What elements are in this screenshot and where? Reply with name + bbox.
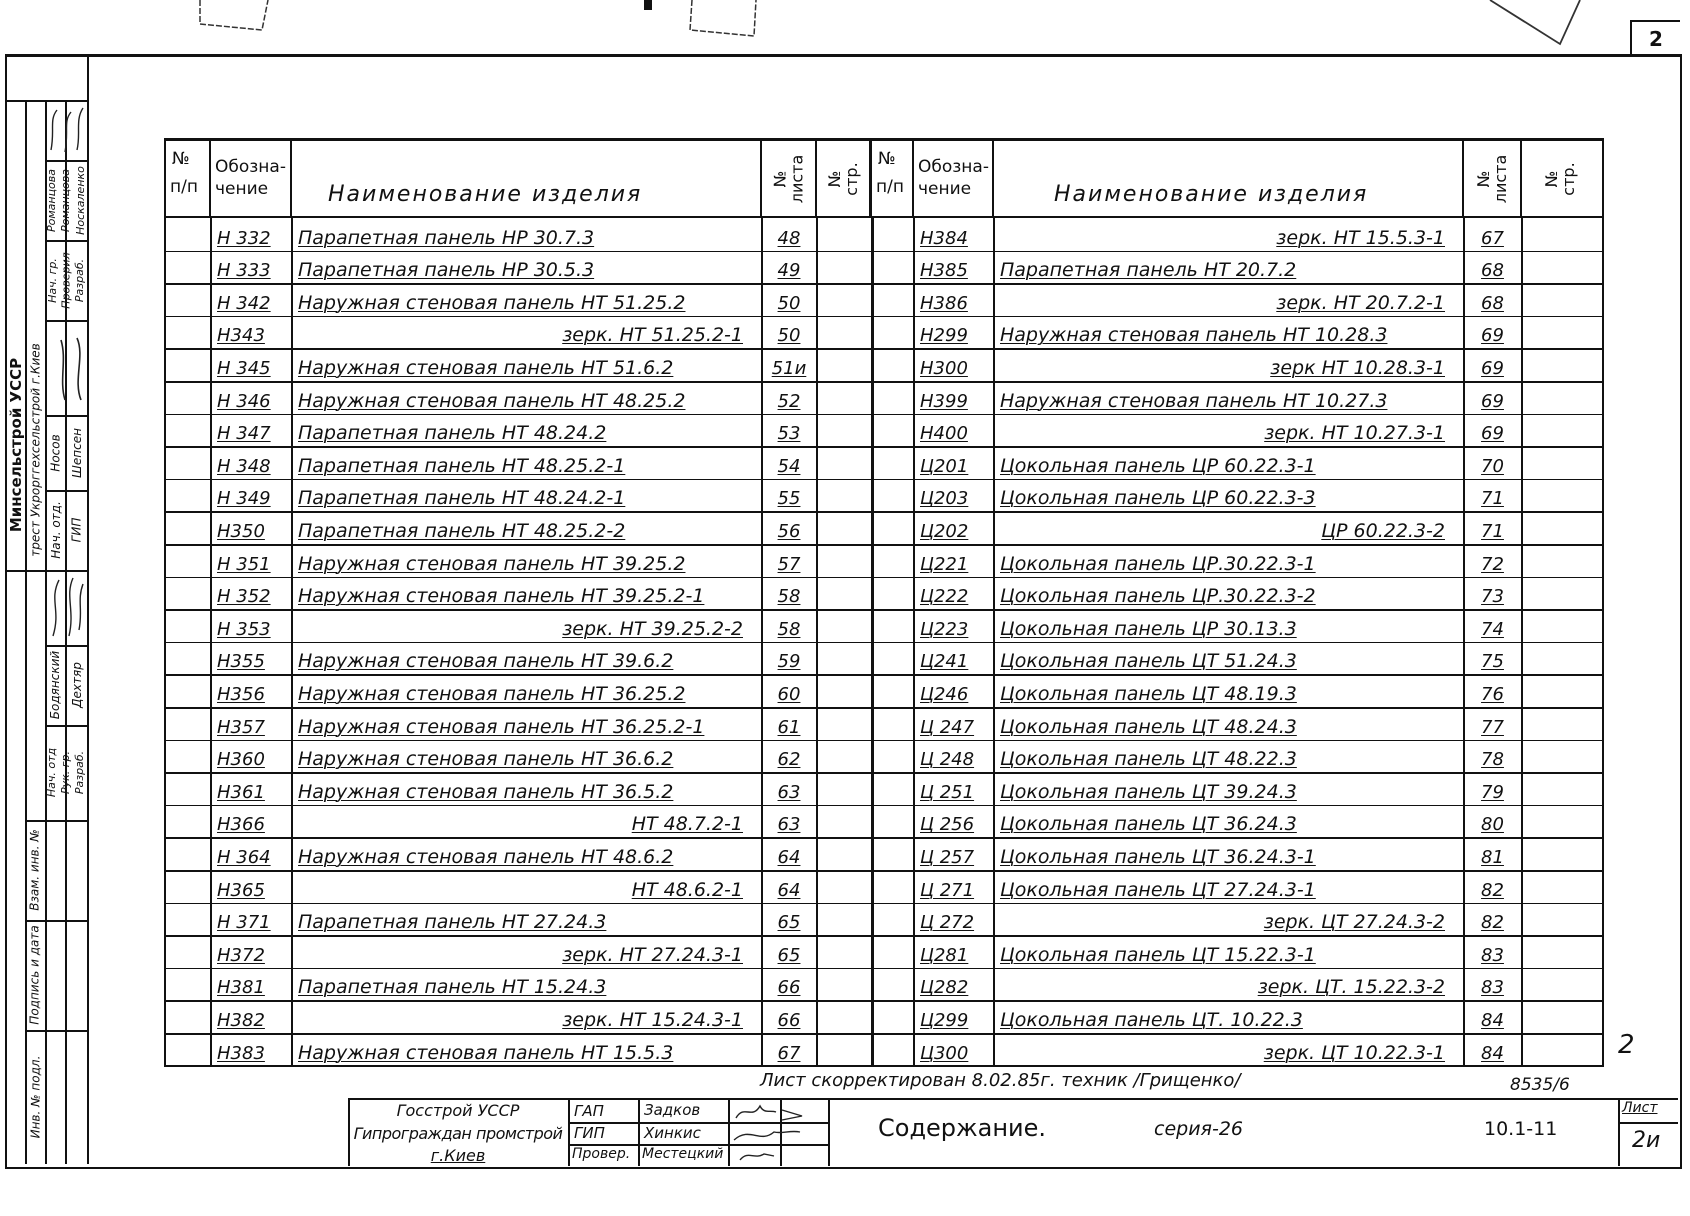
row-name: Парапетная панель НТ 48.25.2-2 [298, 519, 626, 542]
table-row [166, 642, 872, 675]
row-sheet-number: 70 [1481, 455, 1504, 477]
table-row [166, 903, 872, 936]
row-name: Цокольная панель ЦР.30.22.3-2 [1000, 585, 1316, 608]
table-row [166, 805, 872, 838]
row-name: Цокольная панель ЦТ 36.24.3 [1000, 813, 1297, 836]
row-name: Наружная стеновая панель НТ 15.5.3 [298, 1041, 674, 1064]
table-row [872, 903, 1602, 936]
table-row [166, 544, 872, 577]
row-name: Парапетная панель НТ 48.25.2-1 [298, 454, 626, 477]
stamp-field-label: Взам. инв. № [28, 829, 43, 911]
stamp-role: Разраб. [73, 750, 87, 795]
paper-tab-mark [640, 0, 760, 38]
table-row [872, 414, 1602, 447]
table-row [166, 251, 872, 284]
header-num: № п/п [166, 141, 211, 216]
row-code: Н 348 [217, 455, 271, 477]
header-code: Обозна- чение [211, 141, 292, 216]
stamp-role: Рук. гр. [59, 750, 73, 795]
title-block [348, 1098, 1678, 1166]
row-code: Ц246 [920, 683, 969, 705]
table-row [166, 740, 872, 773]
row-sheet-number: 78 [1481, 749, 1504, 771]
table-row [166, 674, 872, 707]
row-code: Н385 [920, 260, 968, 282]
table-row [166, 479, 872, 512]
correction-note: Лист скорректирован 8.02.85г. техник /Грищенко/ [760, 1070, 1241, 1091]
row-sheet-number: 49 [777, 260, 801, 282]
row-sheet-number: 71 [1481, 520, 1504, 542]
row-code: Ц201 [920, 455, 969, 477]
signature-mark [45, 100, 87, 160]
contents-table [164, 138, 1604, 1067]
row-code: Н299 [920, 325, 968, 347]
row-code: Н365 [217, 879, 265, 901]
row-name: Цокольная панель ЦТ 15.22.3-1 [1000, 943, 1316, 966]
org-line-2: Гипрограждан промстрой [353, 1123, 563, 1143]
table-row [166, 283, 872, 316]
table-row [872, 348, 1602, 381]
table-row [166, 870, 872, 903]
row-sheet-number: 72 [1481, 553, 1504, 575]
row-name: НТ 48.7.2-1 [631, 813, 743, 836]
row-code: Ц222 [920, 586, 969, 608]
table-row [872, 674, 1602, 707]
row-code: Н 351 [217, 553, 271, 575]
table-row [166, 935, 872, 968]
row-sheet-number: 79 [1481, 781, 1504, 803]
row-sheet-number: 50 [777, 292, 801, 314]
table-row [872, 446, 1602, 479]
row-name: Наружная стеновая панель НТ 51.6.2 [298, 356, 674, 379]
row-name: Парапетная панель НТ 48.24.2-1 [298, 487, 626, 510]
row-code: Н356 [217, 683, 265, 705]
document-title: Содержание. [878, 1114, 1047, 1142]
row-sheet-number: 64 [777, 879, 801, 901]
row-code: Н 347 [217, 423, 271, 445]
row-sheet-number: 53 [777, 423, 801, 445]
stamp-role: Нач. гр. [45, 257, 59, 303]
row-code: Н382 [217, 1009, 265, 1031]
row-name: Наружная стеновая панель НТ 51.25.2 [298, 291, 686, 314]
row-sheet-number: 71 [1481, 488, 1504, 510]
row-code: Н300 [920, 357, 968, 379]
row-sheet-number: 58 [777, 586, 801, 608]
table-row [872, 1033, 1602, 1066]
signature-mark [45, 320, 87, 415]
paper-tab-mark [1470, 0, 1600, 50]
row-sheet-number: 66 [777, 1009, 801, 1031]
row-sheet-number: 61 [777, 716, 801, 738]
table-row [872, 642, 1602, 675]
table-row [872, 772, 1602, 805]
row-sheet-number: 58 [777, 618, 801, 640]
stamp-role: ГИП [69, 517, 84, 543]
row-name: Цокольная панель ЦТ. 10.22.3 [1000, 1008, 1303, 1031]
table-row [166, 381, 872, 414]
table-row [872, 870, 1602, 903]
header-num: № п/п [872, 141, 914, 216]
row-sheet-number: 74 [1481, 618, 1504, 640]
sheet-value: 2и [1632, 1128, 1661, 1153]
row-sheet-number: 77 [1481, 716, 1504, 738]
row-code: Ц202 [920, 520, 969, 542]
stamp-role: Проверил [59, 251, 73, 309]
row-name: зерк. НТ 27.24.3-1 [562, 943, 743, 966]
row-name: зерк. НТ 15.24.3-1 [562, 1008, 743, 1031]
row-sheet-number: 69 [1481, 423, 1504, 445]
stamp-name: Носкаленко [73, 165, 87, 235]
row-sheet-number: 51и [771, 357, 807, 379]
stamp-role: Разраб. [73, 258, 87, 302]
row-sheet-number: 83 [1481, 944, 1504, 966]
row-code: Ц203 [920, 488, 969, 510]
stamp-trust: трест Укрорггехсельстрой г.Киев [29, 343, 43, 557]
row-code: Н357 [217, 716, 265, 738]
name-gip: Хинкис [644, 1124, 701, 1142]
name-gap: Задков [644, 1101, 701, 1119]
table-row [872, 283, 1602, 316]
row-sheet-number: 69 [1481, 390, 1504, 412]
table-row [872, 609, 1602, 642]
row-code: Н 333 [217, 260, 271, 282]
row-name: зерк. НТ 20.7.2-1 [1276, 291, 1445, 314]
stamp-name: Дехтяр [69, 662, 84, 708]
row-sheet-number: 64 [777, 846, 801, 868]
row-sheet-number: 65 [777, 912, 801, 934]
stamp-role: Нач. отд. [48, 501, 63, 559]
row-name: Наружная стеновая панель НТ 48.6.2 [298, 845, 674, 868]
row-sheet-number: 62 [777, 749, 801, 771]
table-row [166, 218, 872, 251]
row-sheet-number: 80 [1481, 814, 1504, 836]
row-sheet-number: 75 [1481, 651, 1504, 673]
row-name: Цокольная панель ЦТ 48.22.3 [1000, 748, 1297, 771]
row-name: ЦР 60.22.3-2 [1321, 519, 1445, 542]
row-name: зерк. НТ 51.25.2-1 [562, 324, 743, 347]
stamp-name: Бодянский [48, 650, 63, 720]
row-code: Н 332 [217, 227, 271, 249]
row-name: Цокольная панель ЦТ 48.19.3 [1000, 682, 1297, 705]
row-name: Цокольная панель ЦР 60.22.3-3 [1000, 487, 1316, 510]
row-code: Ц 248 [920, 749, 975, 771]
row-code: Ц 271 [920, 879, 975, 901]
table-row [872, 316, 1602, 349]
role-gap: ГАП [574, 1102, 604, 1120]
table-row [872, 805, 1602, 838]
table-row [166, 1000, 872, 1033]
row-code: Ц241 [920, 651, 969, 673]
row-name: Наружная стеновая панель НТ 39.6.2 [298, 650, 674, 673]
row-name: Цокольная панель ЦТ 36.24.3-1 [1000, 845, 1316, 868]
row-sheet-number: 69 [1481, 325, 1504, 347]
row-code: Н 346 [217, 390, 271, 412]
table-row [872, 218, 1602, 251]
row-sheet-number: 68 [1481, 292, 1504, 314]
row-code: Н384 [920, 227, 968, 249]
row-code: Н 353 [217, 618, 271, 640]
role-checker: Провер. [572, 1146, 631, 1162]
row-name: зерк. НТ 15.5.3-1 [1276, 226, 1445, 249]
stamp-name: Романцова [59, 168, 73, 232]
org-line-3: г.Киев [430, 1146, 486, 1165]
table-row [166, 348, 872, 381]
row-code: Н 371 [217, 912, 271, 934]
row-code: Н381 [217, 977, 265, 999]
table-row [166, 1033, 872, 1066]
row-sheet-number: 55 [777, 488, 801, 510]
header-sheet: № листа [762, 141, 817, 216]
table-row [872, 544, 1602, 577]
row-code: Н350 [217, 520, 265, 542]
row-sheet-number: 63 [777, 781, 801, 803]
row-code: Ц 256 [920, 814, 975, 836]
row-name: Парапетная панель НР 30.7.3 [298, 226, 595, 249]
row-code: Ц 257 [920, 846, 975, 868]
row-code: Н 345 [217, 357, 271, 379]
row-sheet-number: 52 [777, 390, 801, 412]
table-row [872, 479, 1602, 512]
row-name: Наружная стеновая панель НТ 36.25.2-1 [298, 715, 705, 738]
table-row [166, 609, 872, 642]
table-row [166, 772, 872, 805]
row-code: Н355 [217, 651, 265, 673]
row-code: Н383 [217, 1042, 265, 1064]
document-code: 10.1-11 [1484, 1118, 1558, 1140]
row-name: Наружная стеновая панель НТ 10.27.3 [1000, 389, 1388, 412]
row-name: зерк. НТ 10.27.3-1 [1264, 422, 1445, 445]
row-sheet-number: 68 [1481, 260, 1504, 282]
row-name: Наружная стеновая панель НТ 36.5.2 [298, 780, 674, 803]
row-name: НТ 48.6.2-1 [631, 878, 743, 901]
row-code: Ц299 [920, 1009, 969, 1031]
signature-mark [45, 570, 87, 645]
table-row [872, 837, 1602, 870]
side-mark: 2 [1618, 1030, 1635, 1060]
role-gip: ГИП [574, 1124, 605, 1142]
row-code: Н 349 [217, 488, 271, 510]
row-sheet-number: 73 [1481, 586, 1504, 608]
left-approval-stamp [5, 100, 87, 1164]
row-code: Н 342 [217, 292, 271, 314]
row-code: Н372 [217, 944, 265, 966]
table-row [166, 577, 872, 610]
row-sheet-number: 56 [777, 520, 801, 542]
row-name: зерк. ЦТ 27.24.3-2 [1263, 911, 1445, 934]
row-sheet-number: 76 [1481, 683, 1504, 705]
row-name: Парапетная панель НТ 48.24.2 [298, 422, 607, 445]
stamp-field-label: Подпись и дата [28, 925, 42, 1025]
row-sheet-number: 67 [1481, 227, 1504, 249]
table-row [872, 935, 1602, 968]
row-name: Парапетная панель НТ 15.24.3 [298, 976, 607, 999]
row-name: Наружная стеновая панель НТ 48.25.2 [298, 389, 686, 412]
header-name: Наименование изделия [292, 141, 762, 216]
row-name: Наружная стеновая панель НТ 10.28.3 [1000, 324, 1388, 347]
row-code: Н399 [920, 390, 968, 412]
org-line-1: Госстрой УССР [396, 1101, 520, 1120]
stamp-name: Романцова [45, 168, 59, 232]
row-code: Ц300 [920, 1042, 969, 1064]
page-corner-number: 2 [1630, 20, 1680, 56]
organization-box [350, 1100, 566, 1166]
row-code: Н366 [217, 814, 265, 836]
table-row [166, 837, 872, 870]
stamp-role: Нач. отд [45, 747, 59, 798]
row-name: Наружная стеновая панель НТ 36.6.2 [298, 748, 674, 771]
row-code: Ц223 [920, 618, 969, 640]
row-code: Ц281 [920, 944, 969, 966]
row-code: Н386 [920, 292, 968, 314]
table-row [872, 577, 1602, 610]
row-name: Парапетная панель НТ 27.24.3 [298, 911, 607, 934]
row-code: Н 352 [217, 586, 271, 608]
row-sheet-number: 69 [1481, 357, 1504, 379]
row-sheet-number: 67 [777, 1042, 801, 1064]
row-name: Цокольная панель ЦТ 48.24.3 [1000, 715, 1297, 738]
stamp-org-title: Минсельстрой УССР [7, 357, 25, 533]
row-name: Наружная стеновая панель НТ 39.25.2-1 [298, 585, 705, 608]
header-sheet: № листа [1464, 141, 1522, 216]
table-row [166, 316, 872, 349]
table-row [872, 381, 1602, 414]
table-row [166, 968, 872, 1001]
table-row [872, 707, 1602, 740]
table-row [872, 1000, 1602, 1033]
row-name: Цокольная панель ЦТ 27.24.3-1 [1000, 878, 1316, 901]
header-code: Обозна- чение [914, 141, 994, 216]
row-code: Ц 247 [920, 716, 975, 738]
row-code: Ц 272 [920, 912, 975, 934]
table-row [872, 251, 1602, 284]
table-row [872, 511, 1602, 544]
sheet-label: Лист [1622, 1100, 1658, 1116]
row-name: Цокольная панель ЦР 30.13.3 [1000, 617, 1297, 640]
row-name: зерк. ЦТ. 15.22.3-2 [1257, 976, 1445, 999]
signature-mark [730, 1100, 828, 1166]
row-code: Н361 [217, 781, 265, 803]
row-name: Наружная стеновая панель НТ 36.25.2 [298, 682, 686, 705]
row-sheet-number: 82 [1481, 879, 1504, 901]
row-code: Н400 [920, 423, 968, 445]
name-checker: Местецкий [642, 1146, 724, 1162]
row-code: Ц221 [920, 553, 969, 575]
stamp-field-label: Инв. № подл. [28, 1055, 43, 1139]
row-name: зерк. ЦТ 10.22.3-1 [1263, 1041, 1445, 1064]
paper-tab-mark [180, 0, 280, 34]
row-sheet-number: 57 [777, 553, 801, 575]
row-sheet-number: 84 [1481, 1009, 1504, 1031]
row-code: Ц 251 [920, 781, 975, 803]
row-name: Цокольная панель ЦР 60.22.3-1 [1000, 454, 1316, 477]
row-sheet-number: 83 [1481, 977, 1504, 999]
row-sheet-number: 82 [1481, 912, 1504, 934]
row-name: зерк. НТ 39.25.2-2 [562, 617, 743, 640]
row-sheet-number: 54 [777, 455, 801, 477]
row-code: Ц282 [920, 977, 969, 999]
row-sheet-number: 66 [777, 977, 801, 999]
row-sheet-number: 48 [777, 227, 801, 249]
row-sheet-number: 59 [777, 651, 801, 673]
row-name: Цокольная панель ЦТ 51.24.3 [1000, 650, 1297, 673]
header-name: Наименование изделия [994, 141, 1464, 216]
series-label: серия-26 [1154, 1118, 1244, 1140]
row-sheet-number: 50 [777, 325, 801, 347]
row-code: Н 364 [217, 846, 271, 868]
row-name: зерк НТ 10.28.3-1 [1270, 356, 1445, 379]
row-code: Н360 [217, 749, 265, 771]
header-page: № стр. [817, 141, 872, 216]
row-name: Парапетная панель НТ 20.7.2 [1000, 259, 1297, 282]
table-row [166, 511, 872, 544]
row-sheet-number: 84 [1481, 1042, 1504, 1064]
table-row [166, 446, 872, 479]
table-row [872, 968, 1602, 1001]
stamp-name: Носов [48, 433, 63, 472]
row-sheet-number: 60 [777, 683, 801, 705]
row-name: Цокольная панель ЦТ 39.24.3 [1000, 780, 1297, 803]
row-name: Парапетная панель НР 30.5.3 [298, 259, 595, 282]
table-row [872, 740, 1602, 773]
table-row [166, 707, 872, 740]
row-code: Н343 [217, 325, 265, 347]
row-sheet-number: 81 [1481, 846, 1504, 868]
row-name: Цокольная панель ЦР.30.22.3-1 [1000, 552, 1316, 575]
document-number: 8535/6 [1510, 1075, 1570, 1095]
header-page: № стр. [1542, 161, 1578, 196]
row-sheet-number: 63 [777, 814, 801, 836]
table-row [166, 414, 872, 447]
row-sheet-number: 65 [777, 944, 801, 966]
stamp-name: Шепсен [69, 427, 84, 478]
row-name: Наружная стеновая панель НТ 39.25.2 [298, 552, 686, 575]
